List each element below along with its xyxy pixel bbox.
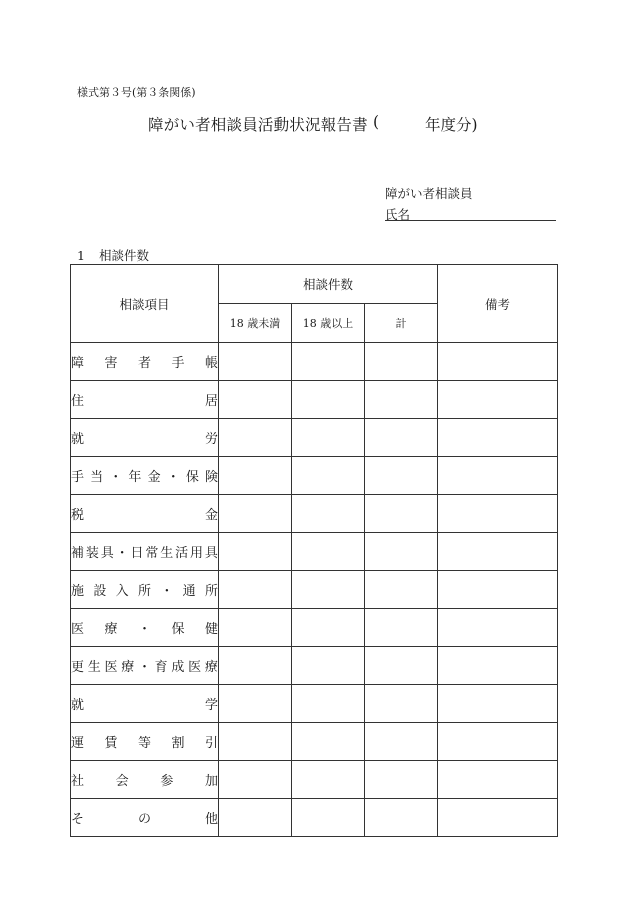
over-18-cell[interactable] xyxy=(292,457,365,495)
item-label-text: 運 賃 等 割 引 xyxy=(71,736,218,751)
notes-cell[interactable] xyxy=(438,723,558,761)
over-18-cell[interactable] xyxy=(292,685,365,723)
notes-cell[interactable] xyxy=(438,571,558,609)
item-label xyxy=(71,381,219,419)
under-18-cell[interactable] xyxy=(219,685,292,723)
name-label: 氏名 xyxy=(385,207,411,222)
notes-header: 備考 xyxy=(438,265,558,343)
over-18-cell[interactable] xyxy=(292,381,365,419)
item-label-text: 税 金 xyxy=(71,508,218,523)
under-18-cell[interactable] xyxy=(219,495,292,533)
total-cell[interactable] xyxy=(365,419,438,457)
table-row xyxy=(71,571,558,609)
under-18-cell[interactable] xyxy=(219,419,292,457)
item-label xyxy=(71,609,219,647)
notes-cell[interactable] xyxy=(438,647,558,685)
item-label-text: 住 居 xyxy=(71,394,218,409)
notes-cell[interactable] xyxy=(438,685,558,723)
over-18-cell[interactable] xyxy=(292,647,365,685)
total-cell[interactable] xyxy=(365,685,438,723)
item-label xyxy=(71,761,219,799)
over-18-cell[interactable] xyxy=(292,343,365,381)
total-cell[interactable] xyxy=(365,723,438,761)
under-18-header: 18 歳未満 xyxy=(219,304,292,343)
notes-cell[interactable] xyxy=(438,495,558,533)
over-18-cell[interactable] xyxy=(292,609,365,647)
table-row xyxy=(71,381,558,419)
over-18-header: 18 歳以上 xyxy=(292,304,365,343)
total-cell[interactable] xyxy=(365,495,438,533)
item-label xyxy=(71,457,219,495)
table-row xyxy=(71,419,558,457)
notes-cell[interactable] xyxy=(438,343,558,381)
count-header: 相談件数 xyxy=(219,265,438,304)
item-label-text: 医 療 ・ 保 健 xyxy=(71,622,218,637)
item-label xyxy=(71,685,219,723)
under-18-cell[interactable] xyxy=(219,761,292,799)
section-number: 1 xyxy=(77,248,85,263)
over-18-cell[interactable] xyxy=(292,761,365,799)
over-18-cell[interactable] xyxy=(292,495,365,533)
item-label xyxy=(71,495,219,533)
item-label xyxy=(71,571,219,609)
total-header: 計 xyxy=(365,304,438,343)
item-label-text: 手 当 ・ 年 金 ・ 保 険 xyxy=(71,470,218,485)
table-row xyxy=(71,495,558,533)
name-field[interactable] xyxy=(385,220,556,221)
total-cell[interactable] xyxy=(365,457,438,495)
notes-cell[interactable] xyxy=(438,419,558,457)
item-label xyxy=(71,533,219,571)
table-row xyxy=(71,685,558,723)
section-heading xyxy=(77,246,149,264)
title-year-suffix: 年度分) xyxy=(425,116,478,134)
total-cell[interactable] xyxy=(365,343,438,381)
under-18-cell[interactable] xyxy=(219,457,292,495)
over-18-cell[interactable] xyxy=(292,799,365,837)
item-label-text: 就 学 xyxy=(71,698,218,713)
notes-cell[interactable] xyxy=(438,609,558,647)
under-18-cell[interactable] xyxy=(219,343,292,381)
notes-cell[interactable] xyxy=(438,457,558,495)
table-row xyxy=(71,609,558,647)
over-18-cell[interactable] xyxy=(292,419,365,457)
item-label-text: 補 装 具 ・ 日 常 生 活 用 具 xyxy=(71,546,218,561)
under-18-cell[interactable] xyxy=(219,609,292,647)
notes-cell[interactable] xyxy=(438,533,558,571)
notes-cell[interactable] xyxy=(438,761,558,799)
item-label-text: そ の 他 xyxy=(71,812,218,827)
item-label-text: 障 害 者 手 帳 xyxy=(71,356,218,371)
item-label xyxy=(71,723,219,761)
total-cell[interactable] xyxy=(365,761,438,799)
item-label-text: 社 会 参 加 xyxy=(71,774,218,789)
table-row xyxy=(71,723,558,761)
under-18-cell[interactable] xyxy=(219,647,292,685)
table-row xyxy=(71,799,558,837)
table-row xyxy=(71,647,558,685)
table-row xyxy=(71,457,558,495)
over-18-cell[interactable] xyxy=(292,723,365,761)
item-label xyxy=(71,647,219,685)
item-label xyxy=(71,419,219,457)
under-18-cell[interactable] xyxy=(219,723,292,761)
item-label-text: 更 生 医 療 ・ 育 成 医 療 xyxy=(71,660,218,675)
notes-cell[interactable] xyxy=(438,381,558,419)
item-header: 相談項目 xyxy=(71,265,219,343)
under-18-cell[interactable] xyxy=(219,799,292,837)
total-cell[interactable] xyxy=(365,647,438,685)
over-18-cell[interactable] xyxy=(292,533,365,571)
page-title: 障がい者相談員活動状況報告書 xyxy=(148,116,368,134)
total-cell[interactable] xyxy=(365,799,438,837)
over-18-cell[interactable] xyxy=(292,571,365,609)
item-label-text: 就 労 xyxy=(71,432,218,447)
item-label-text: 施 設 入 所 ・ 通 所 xyxy=(71,584,218,599)
form-number: 様式第３号(第３条関係) xyxy=(77,86,196,99)
under-18-cell[interactable] xyxy=(219,533,292,571)
item-label xyxy=(71,799,219,837)
table-row xyxy=(71,761,558,799)
total-cell[interactable] xyxy=(365,609,438,647)
notes-cell[interactable] xyxy=(438,799,558,837)
total-cell[interactable] xyxy=(365,571,438,609)
consultation-table xyxy=(70,264,558,837)
title-open-paren: ( xyxy=(373,113,380,131)
total-cell[interactable] xyxy=(365,533,438,571)
table-row xyxy=(71,343,558,381)
under-18-cell[interactable] xyxy=(219,571,292,609)
table-row xyxy=(71,533,558,571)
section-title: 相談件数 xyxy=(98,248,149,263)
total-cell[interactable] xyxy=(365,381,438,419)
under-18-cell[interactable] xyxy=(219,381,292,419)
item-label xyxy=(71,343,219,381)
counselor-label: 障がい者相談員 xyxy=(385,186,473,201)
